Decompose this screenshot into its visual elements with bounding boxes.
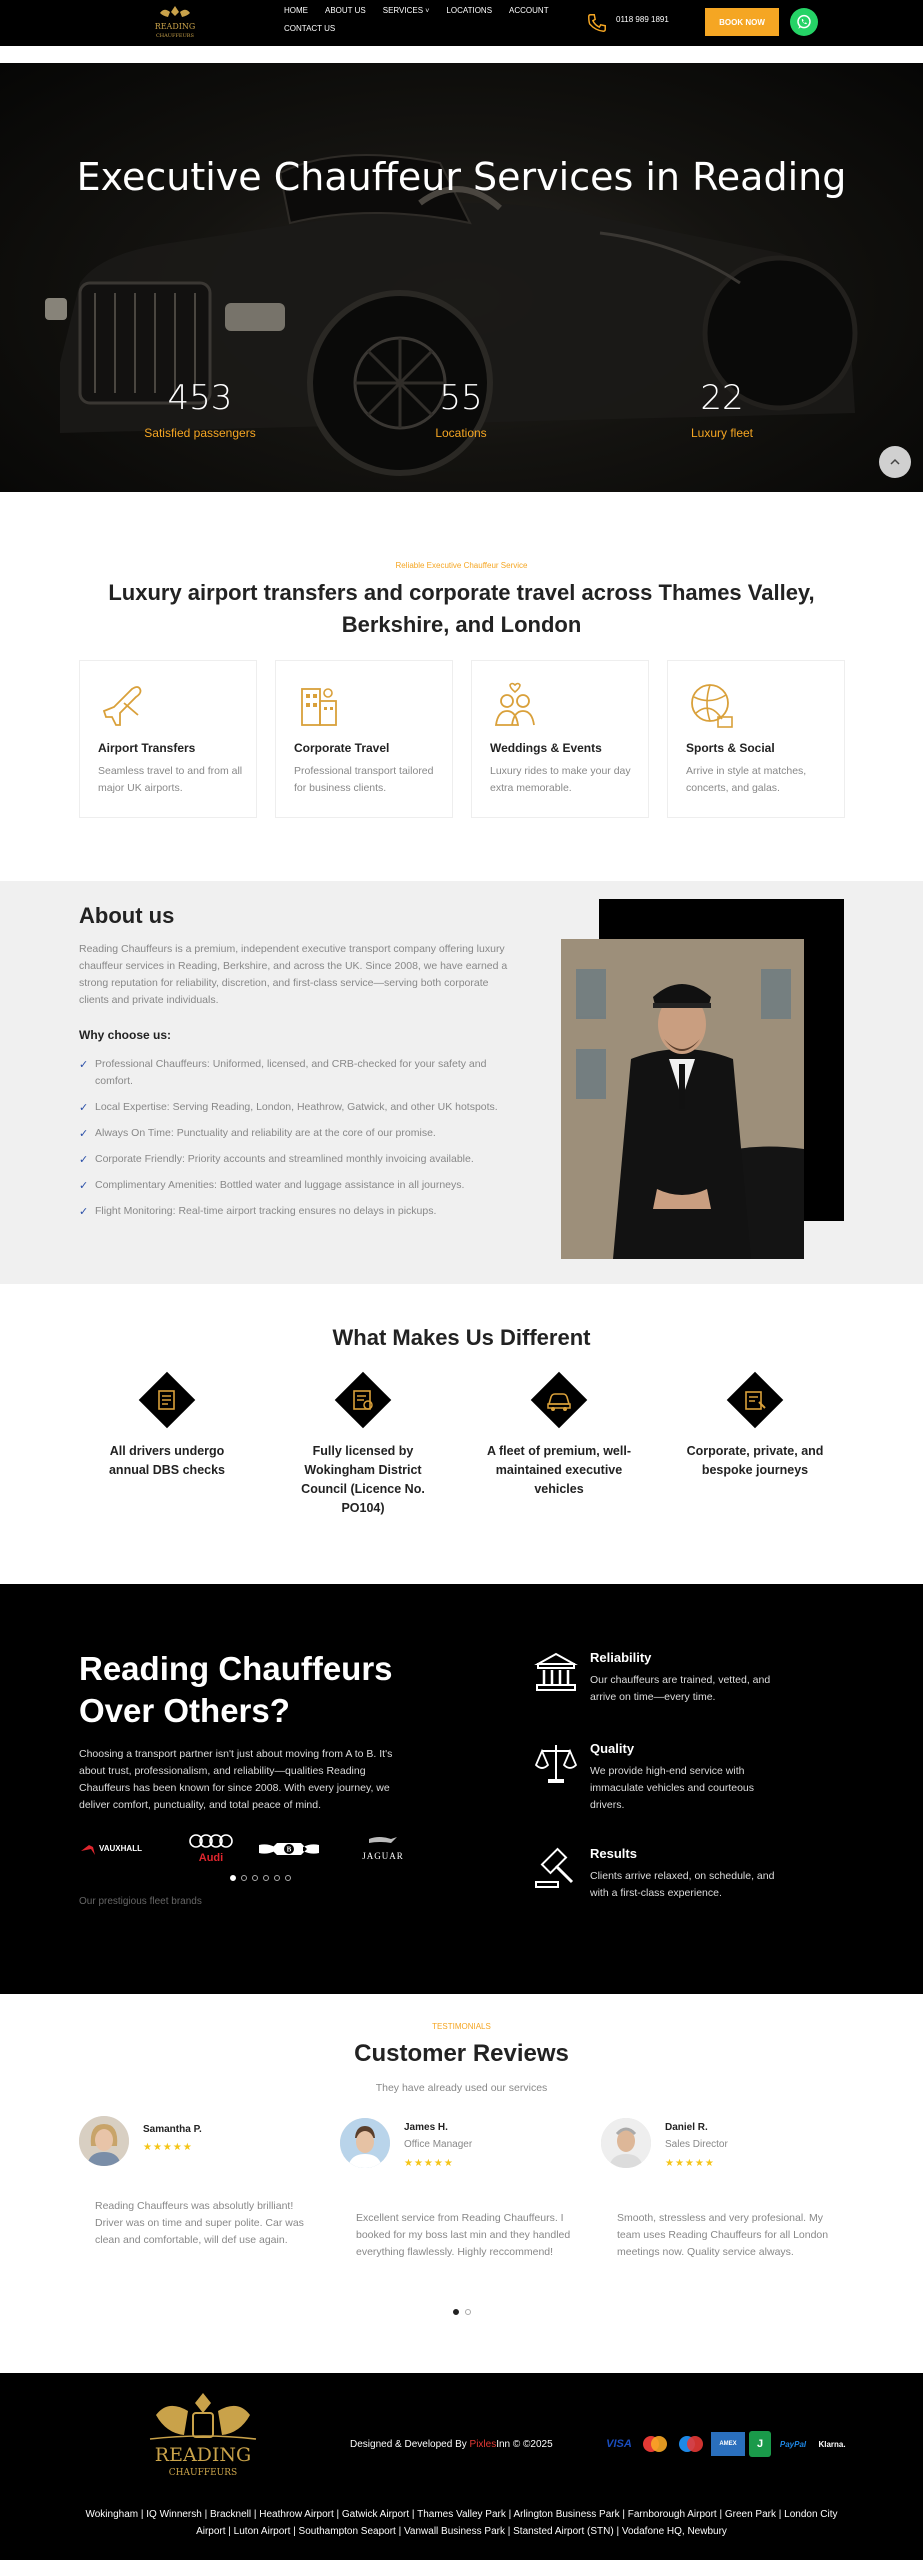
check-icon: ✓ bbox=[79, 1206, 89, 1218]
vauxhall-logo bbox=[81, 1841, 142, 1855]
feature-desc: Our chauffeurs are trained, vetted, and arrive on time—every time. bbox=[590, 1674, 771, 1703]
credit-copyright: © ©2025 bbox=[510, 2439, 553, 2450]
check-icon: ✓ bbox=[79, 1102, 89, 1114]
stat-passengers bbox=[100, 378, 300, 440]
check-icon: ✓ bbox=[79, 1128, 89, 1140]
nav-account[interactable]: ACCOUNT bbox=[509, 6, 549, 15]
nav-services[interactable] bbox=[383, 4, 430, 19]
feature-desc: We provide high-end service with immaculate vehicles and courteous drivers. bbox=[590, 1765, 755, 1811]
different-item-licence bbox=[288, 1376, 438, 1518]
chevron-down-icon: ˅ bbox=[425, 8, 430, 15]
different-item-title: A fleet of premium, well-maintained executive vehicles bbox=[486, 1444, 631, 1496]
services-kicker: Reliable Executive Chauffeur Service bbox=[395, 561, 528, 570]
paypal-icon: PayPal bbox=[779, 2439, 807, 2449]
list-item bbox=[79, 1099, 519, 1116]
stat-label: Luxury fleet bbox=[690, 426, 754, 440]
service-title: Sports & Social bbox=[686, 741, 775, 755]
visa-icon: VISA bbox=[606, 2438, 632, 2450]
review-text: Excellent service from Reading Chauffeurs. I booked for my boss last min and they handled everything flawlessly. Highly reccommend! bbox=[356, 2212, 571, 2258]
ball-icon bbox=[686, 681, 736, 731]
scales-icon bbox=[534, 1741, 578, 1785]
list-item bbox=[79, 1056, 519, 1090]
different-item-dbs bbox=[92, 1376, 242, 1480]
whatsapp-button[interactable] bbox=[790, 8, 818, 36]
review-text: Reading Chauffeurs was absolutly brilliant! Driver was on time and super polite. Car was clean and comfortable, will def use again. bbox=[95, 2200, 304, 2246]
avatar bbox=[79, 2116, 129, 2166]
pagination-dot[interactable] bbox=[453, 2309, 459, 2315]
about-heading: About us bbox=[79, 903, 175, 928]
gavel-icon bbox=[534, 1846, 578, 1890]
credit-prefix: Designed & Developed By bbox=[350, 2439, 470, 2450]
check-icon: ✓ bbox=[79, 1180, 89, 1192]
list-item bbox=[79, 1125, 519, 1142]
list-item bbox=[79, 1203, 519, 1220]
nav-services-label: SERVICES bbox=[382, 6, 424, 15]
audi-logo bbox=[190, 1835, 232, 1864]
whatsapp-icon bbox=[795, 13, 813, 31]
service-desc: Professional transport tailored for business clients. bbox=[294, 765, 434, 794]
star-rating: ★★★★★ bbox=[665, 2158, 715, 2169]
different-item-fleet bbox=[484, 1376, 634, 1499]
service-title: Corporate Travel bbox=[294, 741, 390, 755]
car-icon bbox=[531, 1372, 588, 1429]
service-title: Weddings & Events bbox=[490, 741, 602, 755]
credit-brand-link[interactable]: Pixles bbox=[469, 2439, 497, 2450]
airplane-icon bbox=[98, 681, 148, 731]
reviews-kicker: TESTIMONIALS bbox=[432, 2022, 491, 2031]
payment-methods bbox=[603, 2431, 849, 2457]
phone-icon[interactable] bbox=[586, 12, 608, 34]
carousel-dots bbox=[230, 1868, 296, 1886]
stat-locations bbox=[361, 378, 561, 440]
different-item-title: All drivers undergo annual DBS checks bbox=[108, 1444, 225, 1477]
designer-credit bbox=[350, 2439, 553, 2450]
reviews-subheading: They have already used our services bbox=[375, 2082, 548, 2094]
svg-text:B: B bbox=[286, 1845, 292, 1854]
reviewer-name: Daniel R. bbox=[665, 2122, 708, 2133]
footer-logo bbox=[136, 2389, 270, 2489]
check-icon: ✓ bbox=[79, 1059, 89, 1071]
phone-number[interactable]: 0118 989 1891 bbox=[616, 15, 669, 24]
chauffeur-photo bbox=[561, 939, 804, 1259]
nav-about-us[interactable]: ABOUT US bbox=[325, 6, 366, 15]
reviewer-role: Office Manager bbox=[404, 2139, 473, 2150]
service-desc: Luxury rides to make your day extra memorable. bbox=[490, 765, 631, 794]
nav-contact-us[interactable]: CONTACT US bbox=[284, 24, 336, 33]
service-card-airport[interactable] bbox=[79, 660, 257, 818]
fleet-caption: Our prestigious fleet brands bbox=[79, 1896, 202, 1907]
svg-text:JAGUAR: JAGUAR bbox=[362, 1851, 404, 1861]
why-us-section bbox=[0, 1584, 923, 1994]
feature-title: Quality bbox=[590, 1741, 635, 1756]
building-columns-icon bbox=[534, 1650, 578, 1694]
svg-text:CHAUFFEURS: CHAUFFEURS bbox=[155, 33, 195, 39]
list-item bbox=[79, 1151, 519, 1168]
document-icon bbox=[139, 1372, 196, 1429]
carousel-dot[interactable] bbox=[252, 1875, 258, 1881]
reviewer-role: Sales Director bbox=[665, 2139, 728, 2150]
star-rating: ★★★★★ bbox=[404, 2158, 454, 2169]
nav-home[interactable]: HOME bbox=[284, 6, 308, 15]
certificate-icon bbox=[335, 1372, 392, 1429]
why-choose-list bbox=[79, 1056, 519, 1229]
book-now-button[interactable]: BOOK NOW bbox=[705, 8, 779, 36]
amex-icon: AMEX bbox=[711, 2432, 745, 2456]
hero-title: Executive Chauffeur Services in Reading bbox=[76, 155, 847, 199]
couple-icon bbox=[490, 681, 540, 731]
site-header bbox=[0, 0, 923, 46]
reviews-heading: Customer Reviews bbox=[354, 2040, 569, 2067]
chevron-up-icon bbox=[889, 456, 901, 468]
check-icon: ✓ bbox=[79, 1154, 89, 1166]
list-item bbox=[79, 1177, 519, 1194]
different-item-title: Fully licensed by Wokingham District Council (Licence No. PO104) bbox=[301, 1444, 425, 1515]
avatar bbox=[340, 2118, 390, 2168]
site-logo[interactable] bbox=[150, 3, 200, 43]
brand-logo-carousel bbox=[79, 1829, 449, 1865]
svg-text:VAUXHALL: VAUXHALL bbox=[99, 1844, 142, 1853]
main-nav bbox=[284, 4, 584, 39]
why-us-heading: Reading Chauffeurs Over Others? bbox=[79, 1650, 393, 1729]
service-title: Airport Transfers bbox=[98, 741, 196, 755]
maestro-icon bbox=[639, 2433, 671, 2455]
feature-desc: Clients arrive relaxed, on schedule, and with a first-class experience. bbox=[590, 1870, 775, 1899]
svg-text:CHAUFFEURS: CHAUFFEURS bbox=[168, 2468, 238, 2478]
different-item-journeys bbox=[680, 1376, 830, 1480]
list-item-text: Complimentary Amenities: Bottled water and luggage assistance in all journeys. bbox=[95, 1179, 465, 1191]
pagination-dot[interactable] bbox=[465, 2309, 471, 2315]
star-rating: ★★★★★ bbox=[143, 2142, 193, 2153]
list-item-text: Professional Chauffeurs: Uniformed, licensed, and CRB-checked for your safety and comfort. bbox=[95, 1058, 487, 1087]
stat-value: 453 bbox=[167, 378, 233, 418]
stat-label: Satisfied passengers bbox=[144, 426, 256, 440]
svg-text:READING: READING bbox=[154, 22, 196, 31]
carousel-dot[interactable] bbox=[285, 1875, 291, 1881]
hero-section bbox=[0, 63, 923, 492]
site-footer bbox=[0, 2373, 923, 2560]
list-item-text: Local Expertise: Serving Reading, London, Heathrow, Gatwick, and other UK hotspots. bbox=[95, 1101, 498, 1113]
jaguar-logo bbox=[362, 1837, 404, 1861]
credit-brand-suffix: Inn bbox=[496, 2439, 511, 2450]
feature-title: Reliability bbox=[590, 1650, 652, 1665]
avatar bbox=[601, 2118, 651, 2168]
review-text: Smooth, stressless and very profesional. My team uses Reading Chauffeurs for all London meetings now. Quality service always. bbox=[617, 2212, 829, 2258]
about-section bbox=[0, 881, 923, 1284]
carousel-dot[interactable] bbox=[263, 1875, 269, 1881]
list-item-text: Flight Monitoring: Real-time airport tracking ensures no delays in pickups. bbox=[95, 1205, 437, 1217]
svg-text:Audi: Audi bbox=[198, 1852, 224, 1864]
service-desc: Arrive in style at matches, concerts, and galas. bbox=[686, 765, 807, 794]
different-item-title: Corporate, private, and bespoke journeys bbox=[686, 1444, 824, 1477]
stat-fleet bbox=[622, 378, 822, 440]
route-icon bbox=[727, 1372, 784, 1429]
stat-value: 22 bbox=[700, 378, 744, 418]
service-card-corporate[interactable] bbox=[275, 660, 453, 818]
scroll-to-top-button[interactable] bbox=[879, 446, 911, 478]
reviews-pagination bbox=[453, 2302, 477, 2320]
service-card-weddings[interactable] bbox=[471, 660, 649, 818]
stat-label: Locations bbox=[435, 426, 487, 440]
service-card-sports[interactable] bbox=[667, 660, 845, 818]
reviewer-name: James H. bbox=[404, 2122, 448, 2133]
about-paragraph: Reading Chauffeurs is a premium, independent executive transport company offering luxury chauffeur services in Reading, Berkshire, and across the UK. Since 2008, we have earned a strong reputation for reliability, discretion, and first-class service—serving both corporate clients and private individuals. bbox=[79, 943, 508, 1006]
building-icon bbox=[294, 681, 344, 731]
services-heading: Luxury airport transfers and corporate travel across Thames Valley, Berkshire, and London bbox=[108, 580, 815, 637]
carousel-dot[interactable] bbox=[241, 1875, 247, 1881]
why-choose-heading: Why choose us: bbox=[79, 1028, 172, 1042]
svg-text:READING: READING bbox=[154, 2444, 252, 2466]
list-item-text: Corporate Friendly: Priority accounts and streamlined monthly invoicing available. bbox=[95, 1153, 474, 1165]
why-us-paragraph: Choosing a transport partner isn't just about moving from A to B. It's about trust, professionalism, and reliability—qualities Reading Chauffeurs has been known for since 2008. With every journey, we deliver comfort, punctuality, and total peace of mind. bbox=[79, 1748, 393, 1811]
service-area-links[interactable]: Wokingham | IQ Winnersh | Bracknell | Heathrow Airport | Gatwick Airport | Thames Valley Park | Arlington Business Park | Farnborough Airport | Green Park | London City Airport | Luton Airport | Southampton Seaport | Vanwall Business Park | Stansted Airport (STN) | Vodafone HQ, Newbury bbox=[85, 2509, 838, 2537]
nav-locations[interactable]: LOCATIONS bbox=[446, 6, 493, 15]
carousel-dot[interactable] bbox=[274, 1875, 280, 1881]
mastercard-icon bbox=[675, 2433, 707, 2455]
feature-title: Results bbox=[590, 1846, 637, 1861]
bentley-logo bbox=[259, 1843, 319, 1855]
jcb-icon: J bbox=[749, 2431, 771, 2457]
reviewer-name: Samantha P. bbox=[143, 2124, 202, 2135]
service-desc: Seamless travel to and from all major UK airports. bbox=[98, 765, 243, 794]
stat-value: 55 bbox=[439, 378, 483, 418]
list-item-text: Always On Time: Punctuality and reliability are at the core of our promise. bbox=[95, 1127, 436, 1139]
carousel-dot[interactable] bbox=[230, 1875, 236, 1881]
klarna-icon: Klarna. bbox=[818, 2439, 846, 2449]
different-heading: What Makes Us Different bbox=[332, 1325, 591, 1350]
